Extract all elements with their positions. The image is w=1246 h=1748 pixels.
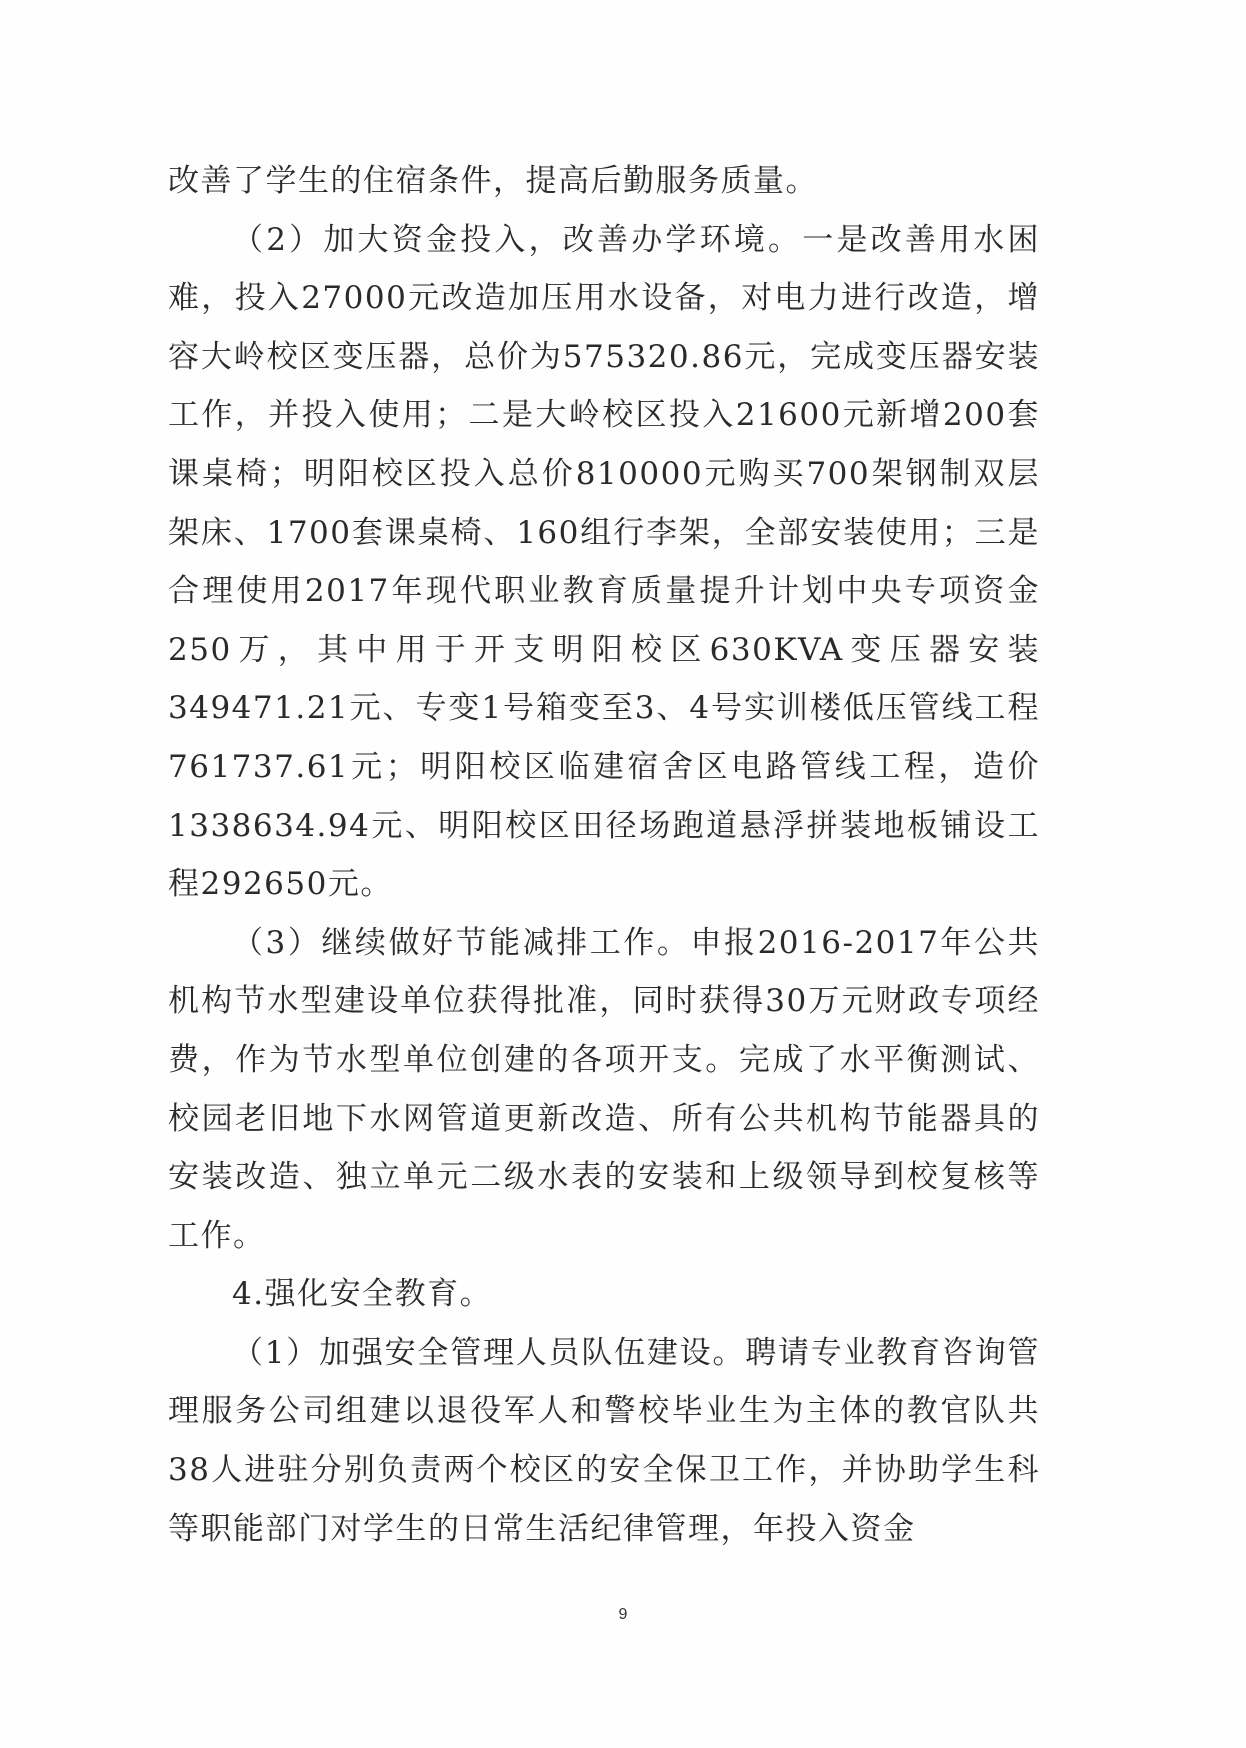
paragraph-3: （3）继续做好节能减排工作。申报2016-2017年公共机构节水型建设单位获得批准，同时获得30万元财政专项经费，作为节水型单位创建的各项开支。完成了水平衡测试、校园老旧地下水网管道更新改造、所有公共机构节能器具的安装改造、独立单元二级水表的安装和上级领导到校复核等工作。	[168, 924, 1040, 1254]
paragraph-1: 改善了学生的住宿条件，提高后勤服务质量。	[168, 163, 818, 199]
page-number: 9	[618, 1606, 628, 1623]
paragraph-2: （2）加大资金投入，改善办学环境。一是改善用水困难，投入27000元改造加压用水设备，对电力进行改造，增容大岭校区变压器，总价为575320.86元，完成变压器安装工作，并投入使用；二是大岭校区投入21600元新增200套课桌椅；明阳校区投入总价810000元购买700架钢制双层架床、1700套课桌椅、160组行李架，全部安装使用；三是合理使用2017年现代职业教育质量提升计划中央专项资金250万，其中用于开支明阳校区630KVA变压器安装349471.21元、专变1号箱变至3、4号实训楼低压管线工程761737.61元；明阳校区临建宿舍区电路管线工程，造价1338634.94元、明阳校区田径场跑道悬浮拼装地板铺设工程292650元。	[168, 221, 1040, 903]
body-text	[168, 152, 1040, 1558]
section-heading-4: 4.强化安全教育。	[232, 1276, 493, 1313]
paragraph-5: （1）加强安全管理人员队伍建设。聘请专业教育咨询管理服务公司组建以退役军人和警校毕业生为主体的教官队共38人进驻分别负责两个校区的安全保卫工作，并协助学生科等职能部门对学生的日常生活纪律管理，年投入资金	[168, 1334, 1040, 1547]
